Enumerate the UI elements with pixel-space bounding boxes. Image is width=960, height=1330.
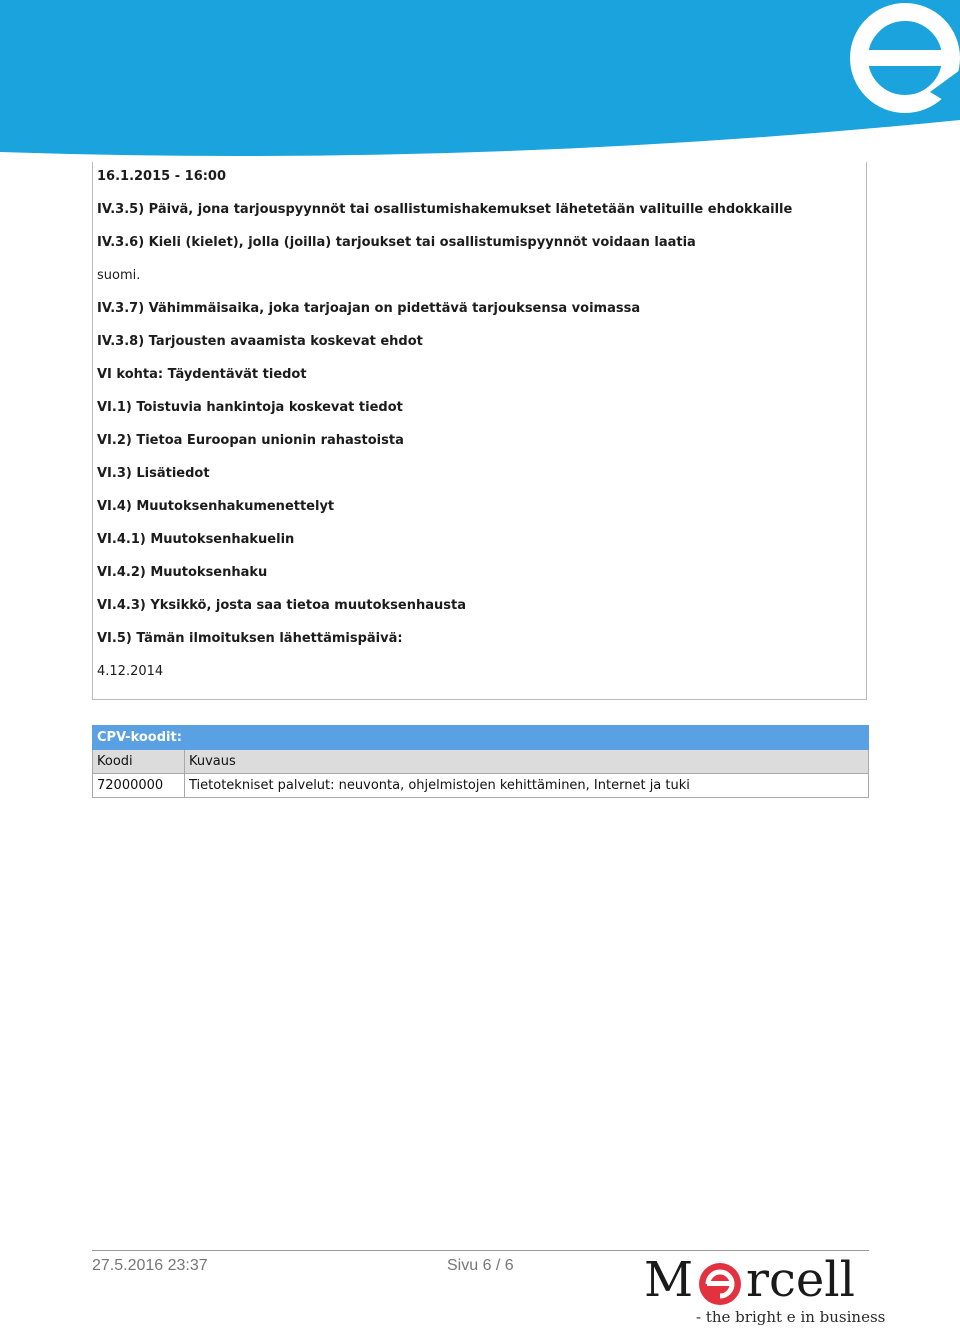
notice-line: VI.3) Lisätiedot (97, 466, 210, 481)
logo-e-icon (698, 1262, 742, 1306)
logo-tagline: - the bright e in business (696, 1308, 886, 1326)
notice-line: IV.3.8) Tarjousten avaamista koskevat ehdot (97, 334, 423, 349)
notice-line: VI.4) Muutoksenhakumenettelyt (97, 499, 335, 514)
header-banner (0, 0, 960, 165)
footer-timestamp: 27.5.2016 23:37 (92, 1257, 208, 1274)
logo-first-letter: M (644, 1252, 694, 1308)
notice-line: 16.1.2015 - 16:00 (97, 169, 227, 184)
notice-line: IV.3.7) Vähimmäisaika, joka tarjoajan on pidettävä tarjouksensa voimassa (97, 301, 641, 316)
notice-line: IV.3.5) Päivä, jona tarjouspyynnöt tai osallistumishakemukset lähetetään valituille ehdokkaille (97, 202, 793, 217)
marcell-logo (640, 1252, 886, 1330)
notice-line: IV.3.6) Kieli (kielet), jolla (joilla) tarjoukset tai osallistumispyynnöt voidaan laatia (97, 235, 696, 250)
logo-wordmark: rcell (746, 1252, 855, 1308)
notice-line: VI.4.2) Muutoksenhaku (97, 565, 268, 580)
cpv-col-description: Kuvaus (185, 750, 869, 774)
notice-line: VI.4.1) Muutoksenhakuelin (97, 532, 295, 547)
cpv-col-code: Koodi (93, 750, 185, 774)
cpv-table-header-row (93, 750, 869, 774)
cpv-table-title: CPV-koodit: (93, 726, 869, 750)
notice-line: VI.4.3) Yksikkö, josta saa tietoa muutoksenhausta (97, 598, 466, 613)
notice-line: VI.2) Tietoa Euroopan unionin rahastoista (97, 433, 404, 448)
notice-line: VI.5) Tämän ilmoituksen lähettämispäivä: (97, 631, 403, 646)
notice-line: 4.12.2014 (97, 664, 164, 679)
notice-sections (97, 166, 857, 694)
footer-page-number: Sivu 6 / 6 (447, 1257, 514, 1274)
notice-line: VI.1) Toistuvia hankintoja koskevat tiedot (97, 400, 403, 415)
notice-line: suomi. (97, 268, 141, 283)
notice-line: VI kohta: Täydentävät tiedot (97, 367, 307, 382)
table-row (93, 774, 869, 798)
cpv-table-title-row (93, 726, 869, 750)
cpv-description-cell: Tietotekniset palvelut: neuvonta, ohjelmistojen kehittäminen, Internet ja tuki (185, 774, 869, 798)
cpv-table (92, 725, 869, 798)
footer-divider (92, 1250, 869, 1251)
cpv-code-cell: 72000000 (93, 774, 185, 798)
